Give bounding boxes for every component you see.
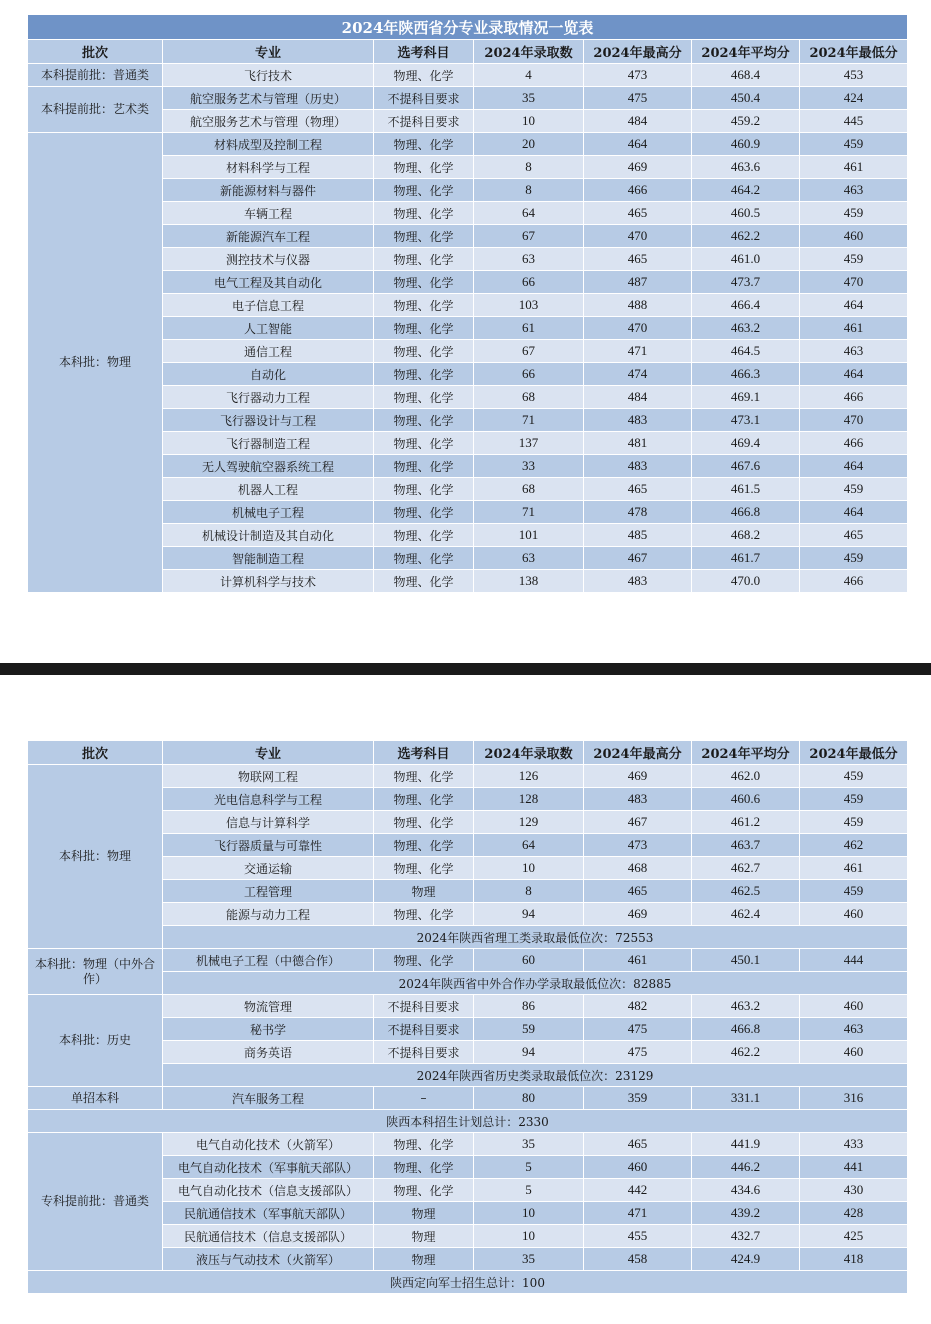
min-score-cell: 459 (800, 248, 908, 271)
min-score-cell: 466 (800, 570, 908, 593)
subjects-cell: 物理、化学 (374, 857, 474, 880)
avg-score-cell: 468.4 (692, 64, 800, 87)
major-cell: 电气自动化技术（信息支援部队） (163, 1179, 374, 1202)
subjects-cell: 物理、化学 (374, 294, 474, 317)
avg-score-cell: 466.4 (692, 294, 800, 317)
min-score-cell: 445 (800, 110, 908, 133)
major-cell: 信息与计算科学 (163, 811, 374, 834)
avg-score-cell: 469.4 (692, 432, 800, 455)
min-score-cell: 460 (800, 903, 908, 926)
avg-score-cell: 469.1 (692, 386, 800, 409)
subjects-cell: 物理、化学 (374, 386, 474, 409)
avg-score-cell: 462.4 (692, 903, 800, 926)
major-cell: 飞行器设计与工程 (163, 409, 374, 432)
max-score-cell: 467 (584, 811, 692, 834)
table-row (28, 765, 908, 788)
admitted-cell: 68 (474, 478, 584, 501)
admitted-cell: 10 (474, 857, 584, 880)
subjects-cell: 物理、化学 (374, 765, 474, 788)
avg-score-cell: 450.1 (692, 949, 800, 972)
table-title: 2024年陕西省分专业录取情况一览表 (28, 15, 908, 40)
header-batch: 批次 (28, 40, 163, 64)
avg-score-cell: 466.8 (692, 1018, 800, 1041)
admission-table-part-2 (27, 740, 907, 1294)
min-score-cell: 461 (800, 857, 908, 880)
batch-cell: 本科批：物理 (28, 765, 163, 949)
max-score-cell: 475 (584, 87, 692, 110)
min-score-cell: 470 (800, 409, 908, 432)
avg-score-cell: 459.2 (692, 110, 800, 133)
subjects-cell: 物理、化学 (374, 1179, 474, 1202)
min-score-cell: 466 (800, 386, 908, 409)
admitted-cell: 35 (474, 87, 584, 110)
min-score-cell: 433 (800, 1133, 908, 1156)
admitted-cell: 5 (474, 1156, 584, 1179)
avg-score-cell: 473.1 (692, 409, 800, 432)
header-min: 2024年最低分 (800, 40, 908, 64)
major-cell: 飞行器动力工程 (163, 386, 374, 409)
major-cell: 物联网工程 (163, 765, 374, 788)
major-cell: 航空服务艺术与管理（物理） (163, 110, 374, 133)
min-score-cell: 470 (800, 271, 908, 294)
min-score-cell: 464 (800, 501, 908, 524)
max-score-cell: 473 (584, 64, 692, 87)
admitted-cell: 126 (474, 765, 584, 788)
min-score-cell: 453 (800, 64, 908, 87)
major-cell: 机械设计制造及其自动化 (163, 524, 374, 547)
admitted-cell: 10 (474, 1202, 584, 1225)
min-score-cell: 461 (800, 156, 908, 179)
subjects-cell: 物理、化学 (374, 340, 474, 363)
major-cell: 材料成型及控制工程 (163, 133, 374, 156)
avg-score-cell: 424.9 (692, 1248, 800, 1271)
max-score-cell: 481 (584, 432, 692, 455)
header-avg: 2024年平均分 (692, 40, 800, 64)
avg-score-cell: 434.6 (692, 1179, 800, 1202)
header-max: 2024年最高分 (584, 40, 692, 64)
header-admitted: 2024年录取数 (474, 741, 584, 765)
summary-row (28, 1110, 908, 1133)
max-score-cell: 465 (584, 248, 692, 271)
max-score-cell: 470 (584, 225, 692, 248)
table-row (28, 64, 908, 87)
major-cell: 商务英语 (163, 1041, 374, 1064)
avg-score-cell: 461.0 (692, 248, 800, 271)
max-score-cell: 483 (584, 455, 692, 478)
avg-score-cell: 439.2 (692, 1202, 800, 1225)
max-score-cell: 465 (584, 880, 692, 903)
admitted-cell: 61 (474, 317, 584, 340)
admitted-cell: 59 (474, 1018, 584, 1041)
subjects-cell: 物理、化学 (374, 834, 474, 857)
min-score-cell: 444 (800, 949, 908, 972)
header-max: 2024年最高分 (584, 741, 692, 765)
min-score-cell: 424 (800, 87, 908, 110)
min-score-cell: 460 (800, 995, 908, 1018)
min-score-cell: 441 (800, 1156, 908, 1179)
admission-table-1 (27, 14, 908, 593)
avg-score-cell: 466.3 (692, 363, 800, 386)
table-row (28, 1133, 908, 1156)
major-cell: 新能源材料与器件 (163, 179, 374, 202)
major-cell: 新能源汽车工程 (163, 225, 374, 248)
major-cell: 航空服务艺术与管理（历史） (163, 87, 374, 110)
admitted-cell: 20 (474, 133, 584, 156)
header-avg: 2024年平均分 (692, 741, 800, 765)
max-score-cell: 461 (584, 949, 692, 972)
admitted-cell: 94 (474, 903, 584, 926)
admitted-cell: 8 (474, 880, 584, 903)
summary-row (28, 1271, 908, 1294)
subjects-cell: 物理、化学 (374, 570, 474, 593)
subjects-cell: 物理、化学 (374, 547, 474, 570)
admitted-cell: 103 (474, 294, 584, 317)
max-score-cell: 487 (584, 271, 692, 294)
header-batch: 批次 (28, 741, 163, 765)
subjects-cell: 物理、化学 (374, 903, 474, 926)
header-subjects: 选考科目 (374, 741, 474, 765)
admitted-cell: 5 (474, 1179, 584, 1202)
max-score-cell: 485 (584, 524, 692, 547)
min-score-cell: 459 (800, 547, 908, 570)
admitted-cell: 8 (474, 156, 584, 179)
major-cell: 工程管理 (163, 880, 374, 903)
max-score-cell: 483 (584, 570, 692, 593)
avg-score-cell: 460.6 (692, 788, 800, 811)
admitted-cell: 67 (474, 225, 584, 248)
avg-score-cell: 463.2 (692, 317, 800, 340)
major-cell: 机器人工程 (163, 478, 374, 501)
subjects-cell: 物理、化学 (374, 271, 474, 294)
admitted-cell: 66 (474, 363, 584, 386)
max-score-cell: 466 (584, 179, 692, 202)
admitted-cell: 63 (474, 547, 584, 570)
subjects-cell: 物理、化学 (374, 478, 474, 501)
header-major: 专业 (163, 741, 374, 765)
admitted-cell: 101 (474, 524, 584, 547)
avg-score-cell: 467.6 (692, 455, 800, 478)
subjects-cell: 不提科目要求 (374, 110, 474, 133)
subjects-cell: 物理、化学 (374, 949, 474, 972)
min-rank-note: 2024年陕西省历史类录取最低位次：23129 (163, 1064, 908, 1087)
avg-score-cell: 463.7 (692, 834, 800, 857)
subjects-cell: 物理 (374, 1225, 474, 1248)
max-score-cell: 482 (584, 995, 692, 1018)
avg-score-cell: 446.2 (692, 1156, 800, 1179)
admitted-cell: 66 (474, 271, 584, 294)
max-score-cell: 460 (584, 1156, 692, 1179)
subjects-cell: 物理、化学 (374, 1133, 474, 1156)
header-row (28, 40, 908, 64)
avg-score-cell: 466.8 (692, 501, 800, 524)
batch-cell: 本科批：物理（中外合作） (28, 949, 163, 995)
min-score-cell: 428 (800, 1202, 908, 1225)
subjects-cell: 物理、化学 (374, 317, 474, 340)
max-score-cell: 468 (584, 857, 692, 880)
admitted-cell: 128 (474, 788, 584, 811)
avg-score-cell: 460.9 (692, 133, 800, 156)
major-cell: 电气自动化技术（火箭军） (163, 1133, 374, 1156)
min-rank-note: 2024年陕西省理工类录取最低位次：72553 (163, 926, 908, 949)
min-score-cell: 430 (800, 1179, 908, 1202)
subjects-cell: 物理、化学 (374, 811, 474, 834)
max-score-cell: 467 (584, 547, 692, 570)
subjects-cell: 物理、化学 (374, 64, 474, 87)
admitted-cell: 60 (474, 949, 584, 972)
subjects-cell: 物理、化学 (374, 432, 474, 455)
major-cell: 电子信息工程 (163, 294, 374, 317)
subjects-cell: – (374, 1087, 474, 1110)
avg-score-cell: 462.2 (692, 225, 800, 248)
subjects-cell: 物理、化学 (374, 179, 474, 202)
max-score-cell: 483 (584, 409, 692, 432)
subjects-cell: 不提科目要求 (374, 1018, 474, 1041)
summary-total: 陕西定向军士招生总计：100 (28, 1271, 908, 1294)
max-score-cell: 471 (584, 1202, 692, 1225)
admitted-cell: 35 (474, 1248, 584, 1271)
subjects-cell: 物理、化学 (374, 248, 474, 271)
subjects-cell: 物理、化学 (374, 501, 474, 524)
subjects-cell: 物理、化学 (374, 455, 474, 478)
subjects-cell: 物理、化学 (374, 524, 474, 547)
min-score-cell: 459 (800, 133, 908, 156)
major-cell: 飞行技术 (163, 64, 374, 87)
min-score-cell: 465 (800, 524, 908, 547)
admitted-cell: 33 (474, 455, 584, 478)
max-score-cell: 488 (584, 294, 692, 317)
avg-score-cell: 464.5 (692, 340, 800, 363)
major-cell: 车辆工程 (163, 202, 374, 225)
admitted-cell: 64 (474, 202, 584, 225)
subjects-cell: 物理、化学 (374, 225, 474, 248)
admitted-cell: 71 (474, 501, 584, 524)
min-score-cell: 459 (800, 765, 908, 788)
major-cell: 交通运输 (163, 857, 374, 880)
table-row (28, 949, 908, 972)
admission-table-part-1 (27, 14, 907, 593)
min-score-cell: 459 (800, 788, 908, 811)
subjects-cell: 物理、化学 (374, 133, 474, 156)
min-score-cell: 464 (800, 455, 908, 478)
batch-cell: 本科批：历史 (28, 995, 163, 1087)
admitted-cell: 80 (474, 1087, 584, 1110)
min-score-cell: 463 (800, 1018, 908, 1041)
table-row (28, 87, 908, 110)
table-body-1 (28, 64, 908, 593)
avg-score-cell: 463.6 (692, 156, 800, 179)
max-score-cell: 359 (584, 1087, 692, 1110)
max-score-cell: 458 (584, 1248, 692, 1271)
major-cell: 飞行器质量与可靠性 (163, 834, 374, 857)
avg-score-cell: 468.2 (692, 524, 800, 547)
major-cell: 自动化 (163, 363, 374, 386)
table-body-2 (28, 765, 908, 1294)
max-score-cell: 473 (584, 834, 692, 857)
batch-cell: 本科提前批：艺术类 (28, 87, 163, 133)
max-score-cell: 465 (584, 1133, 692, 1156)
subjects-cell: 物理、化学 (374, 409, 474, 432)
max-score-cell: 475 (584, 1041, 692, 1064)
major-cell: 光电信息科学与工程 (163, 788, 374, 811)
max-score-cell: 470 (584, 317, 692, 340)
admitted-cell: 8 (474, 179, 584, 202)
avg-score-cell: 331.1 (692, 1087, 800, 1110)
avg-score-cell: 462.2 (692, 1041, 800, 1064)
major-cell: 电气自动化技术（军事航天部队） (163, 1156, 374, 1179)
avg-score-cell: 441.9 (692, 1133, 800, 1156)
subjects-cell: 物理、化学 (374, 156, 474, 179)
major-cell: 电气工程及其自动化 (163, 271, 374, 294)
max-score-cell: 464 (584, 133, 692, 156)
admitted-cell: 129 (474, 811, 584, 834)
batch-cell: 单招本科 (28, 1087, 163, 1110)
max-score-cell: 474 (584, 363, 692, 386)
header-min: 2024年最低分 (800, 741, 908, 765)
max-score-cell: 484 (584, 110, 692, 133)
min-score-cell: 461 (800, 317, 908, 340)
max-score-cell: 471 (584, 340, 692, 363)
batch-cell: 本科批：物理 (28, 133, 163, 593)
page-divider (0, 663, 931, 675)
min-score-cell: 459 (800, 880, 908, 903)
avg-score-cell: 460.5 (692, 202, 800, 225)
major-cell: 民航通信技术（信息支援部队） (163, 1225, 374, 1248)
batch-cell: 本科提前批：普通类 (28, 64, 163, 87)
major-cell: 机械电子工程（中德合作） (163, 949, 374, 972)
max-score-cell: 465 (584, 478, 692, 501)
min-score-cell: 463 (800, 340, 908, 363)
min-score-cell: 463 (800, 179, 908, 202)
avg-score-cell: 473.7 (692, 271, 800, 294)
subjects-cell: 物理、化学 (374, 1156, 474, 1179)
avg-score-cell: 461.2 (692, 811, 800, 834)
major-cell: 通信工程 (163, 340, 374, 363)
avg-score-cell: 463.2 (692, 995, 800, 1018)
avg-score-cell: 462.5 (692, 880, 800, 903)
max-score-cell: 469 (584, 765, 692, 788)
subjects-cell: 物理、化学 (374, 202, 474, 225)
admitted-cell: 10 (474, 110, 584, 133)
subjects-cell: 物理 (374, 1202, 474, 1225)
admitted-cell: 71 (474, 409, 584, 432)
max-score-cell: 475 (584, 1018, 692, 1041)
admitted-cell: 64 (474, 834, 584, 857)
min-score-cell: 459 (800, 202, 908, 225)
min-score-cell: 464 (800, 294, 908, 317)
admission-table-2 (27, 740, 908, 1294)
major-cell: 测控技术与仪器 (163, 248, 374, 271)
major-cell: 液压与气动技术（火箭军） (163, 1248, 374, 1271)
major-cell: 人工智能 (163, 317, 374, 340)
avg-score-cell: 432.7 (692, 1225, 800, 1248)
avg-score-cell: 461.5 (692, 478, 800, 501)
admitted-cell: 35 (474, 1133, 584, 1156)
max-score-cell: 455 (584, 1225, 692, 1248)
subjects-cell: 物理 (374, 1248, 474, 1271)
max-score-cell: 465 (584, 202, 692, 225)
table-row (28, 133, 908, 156)
major-cell: 材料科学与工程 (163, 156, 374, 179)
avg-score-cell: 450.4 (692, 87, 800, 110)
table-row (28, 1087, 908, 1110)
min-score-cell: 459 (800, 478, 908, 501)
min-score-cell: 460 (800, 1041, 908, 1064)
min-score-cell: 466 (800, 432, 908, 455)
major-cell: 机械电子工程 (163, 501, 374, 524)
admitted-cell: 86 (474, 995, 584, 1018)
avg-score-cell: 464.2 (692, 179, 800, 202)
summary-total: 陕西本科招生计划总计：2330 (28, 1110, 908, 1133)
major-cell: 物流管理 (163, 995, 374, 1018)
major-cell: 秘书学 (163, 1018, 374, 1041)
min-score-cell: 460 (800, 225, 908, 248)
header-admitted: 2024年录取数 (474, 40, 584, 64)
major-cell: 计算机科学与技术 (163, 570, 374, 593)
header-major: 专业 (163, 40, 374, 64)
table-row (28, 995, 908, 1018)
subjects-cell: 不提科目要求 (374, 87, 474, 110)
header-row (28, 741, 908, 765)
major-cell: 民航通信技术（军事航天部队） (163, 1202, 374, 1225)
min-score-cell: 464 (800, 363, 908, 386)
header-subjects: 选考科目 (374, 40, 474, 64)
subjects-cell: 物理、化学 (374, 363, 474, 386)
major-cell: 飞行器制造工程 (163, 432, 374, 455)
min-score-cell: 425 (800, 1225, 908, 1248)
subjects-cell: 不提科目要求 (374, 1041, 474, 1064)
min-rank-note: 2024年陕西省中外合作办学录取最低位次：82885 (163, 972, 908, 995)
admitted-cell: 138 (474, 570, 584, 593)
admitted-cell: 94 (474, 1041, 584, 1064)
max-score-cell: 469 (584, 903, 692, 926)
avg-score-cell: 470.0 (692, 570, 800, 593)
major-cell: 智能制造工程 (163, 547, 374, 570)
admitted-cell: 10 (474, 1225, 584, 1248)
admitted-cell: 68 (474, 386, 584, 409)
subjects-cell: 物理 (374, 880, 474, 903)
admitted-cell: 4 (474, 64, 584, 87)
min-score-cell: 418 (800, 1248, 908, 1271)
min-score-cell: 316 (800, 1087, 908, 1110)
max-score-cell: 484 (584, 386, 692, 409)
min-score-cell: 459 (800, 811, 908, 834)
major-cell: 无人驾驶航空器系统工程 (163, 455, 374, 478)
major-cell: 能源与动力工程 (163, 903, 374, 926)
subjects-cell: 物理、化学 (374, 788, 474, 811)
batch-cell: 专科提前批：普通类 (28, 1133, 163, 1271)
max-score-cell: 483 (584, 788, 692, 811)
major-cell: 汽车服务工程 (163, 1087, 374, 1110)
avg-score-cell: 461.7 (692, 547, 800, 570)
admitted-cell: 63 (474, 248, 584, 271)
avg-score-cell: 462.7 (692, 857, 800, 880)
max-score-cell: 469 (584, 156, 692, 179)
min-score-cell: 462 (800, 834, 908, 857)
avg-score-cell: 462.0 (692, 765, 800, 788)
admitted-cell: 67 (474, 340, 584, 363)
admitted-cell: 137 (474, 432, 584, 455)
max-score-cell: 442 (584, 1179, 692, 1202)
max-score-cell: 478 (584, 501, 692, 524)
subjects-cell: 不提科目要求 (374, 995, 474, 1018)
